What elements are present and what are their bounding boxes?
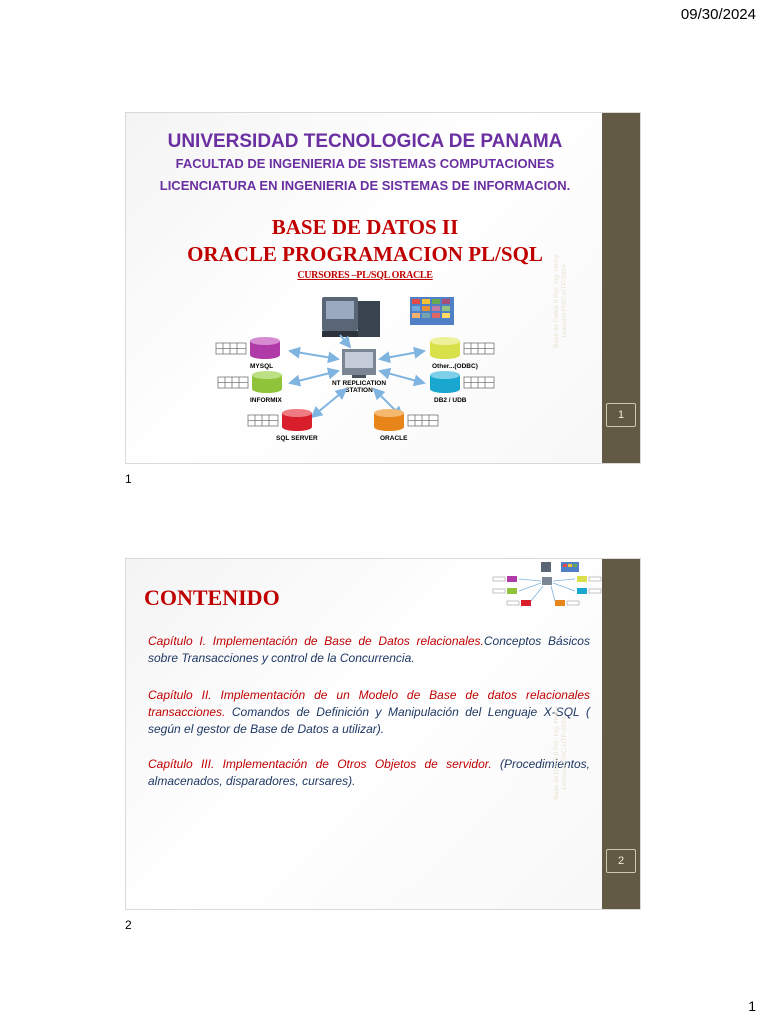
oracle-label: ORACLE bbox=[380, 435, 408, 442]
slide-2 bbox=[125, 558, 641, 910]
slide-2-caption: 2 bbox=[125, 918, 132, 932]
slide-degree: LICENCIATURA EN INGENIERIA DE SISTEMAS DE INFORMACION. bbox=[159, 178, 571, 193]
data-grid-icon bbox=[410, 297, 454, 325]
mysql-db-icon bbox=[216, 337, 280, 359]
chapter-1: Capítulo I. Implementación de Base de Datos relacionales.Conceptos Básicos sobre Transacciones y control de la Concurrencia. bbox=[148, 634, 590, 665]
slide-heading: CONTENIDO bbox=[144, 585, 280, 610]
informix-db-icon bbox=[218, 371, 282, 393]
slide-faculty: FACULTAD DE INGENIERIA DE SISTEMAS COMPUTACIONES bbox=[175, 156, 555, 171]
replication-station-icon bbox=[342, 349, 376, 378]
slide-side-bar bbox=[553, 113, 640, 463]
informix-label: INFORMIX bbox=[250, 397, 282, 404]
other-db-icon bbox=[430, 337, 494, 359]
slide-1 bbox=[125, 112, 641, 464]
other-label: Other...(ODBC) bbox=[432, 363, 478, 370]
side-bar-text: Base de Datos II Por: Ing. Henry Lezcano FISC-UTP-2024 bbox=[553, 254, 568, 348]
slide-university: UNIVERSIDAD TECNOLOGICA DE PANAMA bbox=[167, 131, 563, 152]
center-label-line1: NT REPLICATION bbox=[331, 380, 387, 387]
top-server-icon bbox=[322, 297, 380, 337]
db2-db-icon bbox=[430, 371, 494, 393]
mysql-label: MYSQL bbox=[250, 363, 274, 370]
chapter-3: Capítulo III. Implementación de Otros Objetos de servidor. (Procedimientos, almacenados, disparadores, cursares). bbox=[148, 757, 590, 788]
slide-number-box: 1 bbox=[606, 403, 636, 427]
mini-diagram-icon bbox=[491, 561, 603, 615]
sqlserver-label: SQL SERVER bbox=[276, 435, 318, 442]
oracle-db-icon bbox=[374, 409, 438, 431]
db2-label: DB2 / UDB bbox=[434, 397, 467, 404]
slide-number-box: 2 bbox=[606, 849, 636, 873]
chapter-2: Capítulo II. Implementación de un Modelo de Base de datos relacionales transacciones. Comandos de Definición y Manipulación del Lenguaje X-SQL ( según el gestor de Base de Datos a utilizar). bbox=[148, 688, 590, 736]
side-bar-text: Base de Datos II Por: Ing. Henry Lezcano FISC-UTP-2024 bbox=[553, 706, 568, 800]
slide-side-bar bbox=[553, 559, 640, 909]
center-label-line2: STATION bbox=[345, 387, 373, 394]
slide-subtopic: CURSORES –PL/SQL ORACLE bbox=[297, 270, 433, 281]
replication-diagram bbox=[214, 295, 504, 443]
slide-topic: ORACLE PROGRAMACION PL/SQL bbox=[187, 242, 543, 266]
page-date: 09/30/2024 bbox=[680, 6, 756, 23]
sqlserver-db-icon bbox=[248, 409, 312, 431]
slide-1-caption: 1 bbox=[125, 472, 132, 486]
page-number: 1 bbox=[748, 998, 756, 1014]
slide-course: BASE DE DATOS II bbox=[271, 215, 459, 239]
